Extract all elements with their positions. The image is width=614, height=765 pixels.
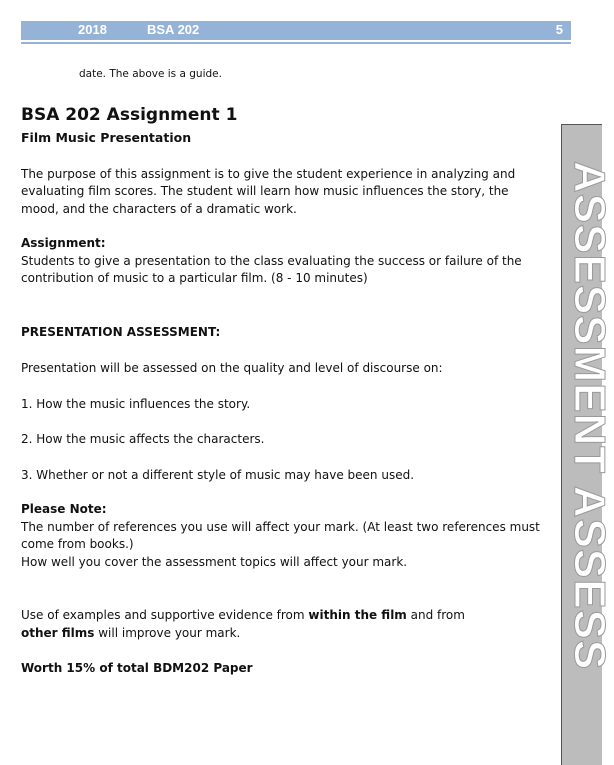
purpose-paragraph: The purpose of this assignment is to give the student experience in analyzing and evaluating film scores. The student will learn how music influences the story, the mood, and the characters of a dramatic work. [21,166,516,216]
header-rule [21,42,571,44]
assessment-heading: PRESENTATION ASSESSMENT: [21,324,221,339]
header-year: 2018 [78,22,107,37]
note-line-1: The number of references you use will affect your mark. (At least two references must come from books.) [21,519,540,551]
header-course: BSA 202 [147,22,200,37]
note-line-2: How well you cover the assessment topics will affect your mark. [21,554,408,569]
side-tab-text: ASSESSMENT ASSESS [565,161,614,671]
assignment-heading: Assignment: [21,236,106,250]
examples-post: will improve your mark. [94,625,241,640]
page-subtitle: Film Music Presentation [21,130,192,145]
assignment-text: Students to give a presentation to the class evaluating the success or failure of the contribution of music to a particular film. (8 - 10 minutes) [21,253,522,285]
assessment-intro: Presentation will be assessed on the quality and level of discourse on: [21,361,443,375]
worth-statement: Worth 15% of total BDM202 Paper [21,661,253,675]
side-tab [561,124,614,765]
note-heading: Please Note: [21,502,107,516]
page-header [21,21,571,40]
page-title: BSA 202 Assignment 1 [21,105,238,125]
examples-paragraph [21,607,546,642]
assessment-item-2: 2. How the music affects the characters. [21,432,265,446]
examples-mid: and from [406,608,465,622]
examples-bold-2: other films [21,625,95,640]
examples-bold-1: within the film [308,608,407,622]
assessment-item-3: 3. Whether or not a different style of music may have been used. [21,467,415,482]
document-body [21,104,546,678]
examples-pre: Use of examples and supportive evidence from [21,608,309,622]
header-page-number: 5 [555,22,563,37]
assessment-item-1: 1. How the music influences the story. [21,396,251,411]
carryover-text: date. The above is a guide. [79,68,222,80]
